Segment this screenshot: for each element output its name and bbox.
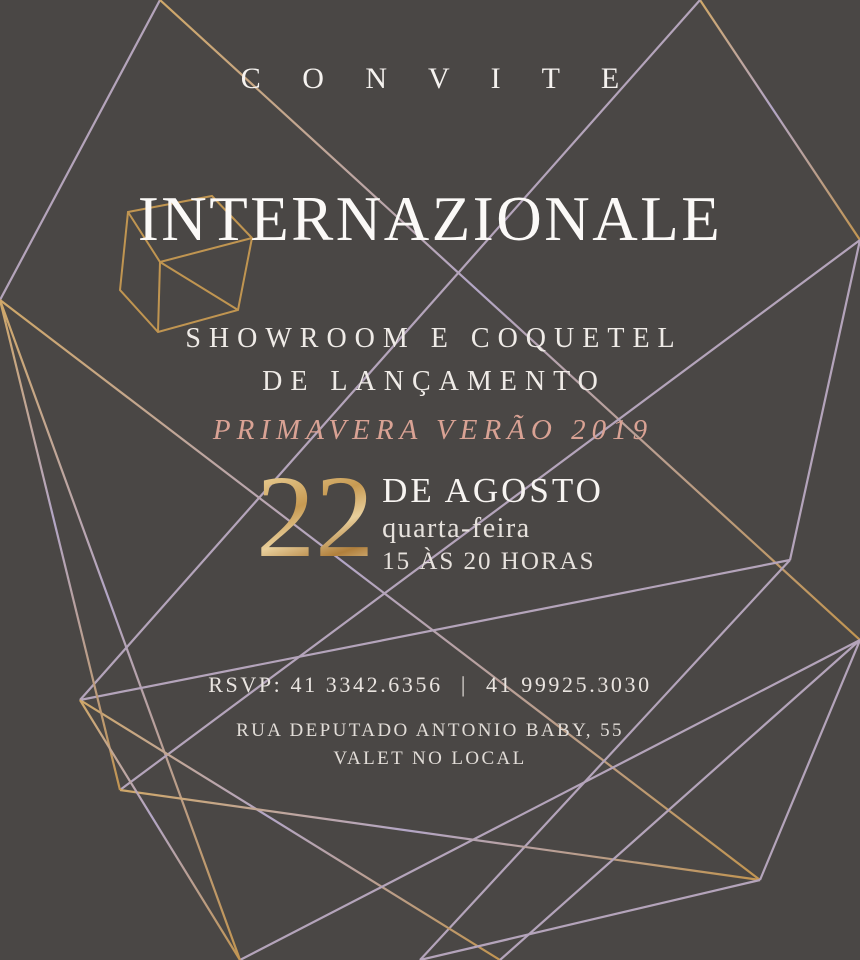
subtitle-line-2: DE LANÇAMENTO <box>262 366 606 397</box>
brand-name: INTERNAZIONALE <box>137 184 723 254</box>
rsvp-phone-1: RSVP: 41 3342.6356 <box>208 672 443 697</box>
event-weekday: quarta-feira <box>382 513 531 544</box>
event-day: 22 <box>256 463 382 572</box>
brand-wrapper <box>0 184 860 254</box>
event-hours: 15 ÀS 20 HORAS <box>382 548 596 575</box>
venue-address: RUA DEPUTADO ANTONIO BABY, 55 <box>236 720 624 741</box>
season-label: PRIMAVERA VERÃO 2019 <box>212 414 654 446</box>
valet-note: VALET NO LOCAL <box>333 748 527 769</box>
rsvp-line <box>208 672 652 698</box>
event-date-block <box>256 451 604 582</box>
subtitle-line-1: SHOWROOM E COQUETEL <box>185 323 683 354</box>
rsvp-separator: | <box>460 672 468 697</box>
page-title: C O N V I T E <box>240 62 637 95</box>
event-month: DE AGOSTO <box>382 471 604 510</box>
event-date-details <box>382 457 604 576</box>
rsvp-phone-2: 41 99925.3030 <box>485 672 652 697</box>
